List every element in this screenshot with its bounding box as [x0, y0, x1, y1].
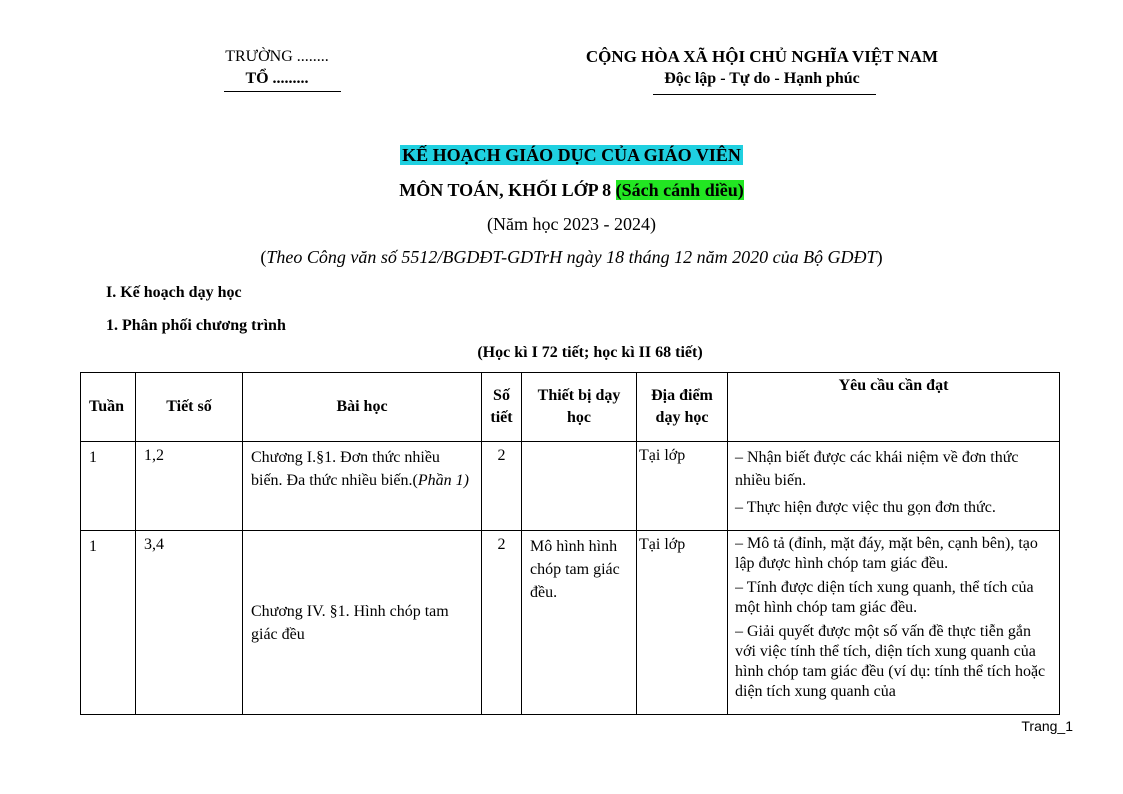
requirement-item: – Nhận biết được các khái niệm về đơn thức nhiều biến. — [735, 449, 1019, 489]
cell-week: 1 — [81, 531, 136, 715]
team-name: TỔ ......... — [245, 70, 309, 87]
cell-period: 3,4 — [136, 531, 243, 715]
subject-line — [0, 180, 1123, 201]
textbook-highlight: (Sách cánh diều) — [615, 180, 744, 200]
school-year: (Năm học 2023 - 2024) — [487, 214, 656, 234]
cell-equipment: Mô hình hình chóp tam giác đều. — [522, 531, 637, 715]
cell-equipment — [522, 442, 637, 531]
republic-name: CỘNG HÒA XÃ HỘI CHỦ NGHĨA VIỆT NAM — [585, 47, 939, 66]
table-row — [81, 531, 1060, 715]
header-requirements: Yêu cầu cần đạt — [728, 373, 1060, 442]
table-header-row — [81, 373, 1060, 442]
cell-count: 2 — [482, 442, 522, 531]
cell-location: Tại lớp — [637, 442, 728, 531]
header-equipment: Thiết bị dạy học — [522, 373, 637, 442]
cell-location: Tại lớp — [637, 531, 728, 715]
reference-line: (Theo Công văn số 5512/BGDĐT-GDTrH ngày 18 tháng 12 năm 2020 của Bộ GDĐT) — [260, 247, 883, 267]
semester-note: (Học kì I 72 tiết; học kì II 68 tiết) — [477, 344, 703, 361]
requirements-clip — [735, 534, 1051, 706]
reference-text: Theo Công văn số 5512/BGDĐT-GDTrH ngày 18 tháng 12 năm 2020 của Bộ GDĐT — [266, 247, 877, 267]
section-heading-distribution: 1. Phân phối chương trình — [106, 317, 286, 334]
table-row — [81, 442, 1060, 531]
header-week: Tuần — [81, 373, 136, 442]
header-lesson: Bài học — [243, 373, 482, 442]
national-header — [560, 46, 964, 90]
national-motto: Độc lập - Tự do - Hạnh phúc — [664, 70, 860, 87]
requirement-item: – Thực hiện được việc thu gọn đơn thức. — [735, 499, 996, 516]
cell-lesson: Chương I.§1. Đơn thức nhiều biến. Đa thức nhiều biến.(Phần 1) — [243, 442, 482, 531]
header-count: Số tiết — [482, 373, 522, 442]
cell-week: 1 — [81, 442, 136, 531]
section-heading-plan: I. Kế hoạch dạy học — [106, 284, 242, 301]
header-period: Tiết số — [136, 373, 243, 442]
requirement-item: – Tính được diện tích xung quanh, thể tích của một hình chóp tam giác đều. — [735, 579, 1034, 616]
school-header — [212, 46, 342, 90]
motto-underline — [653, 94, 876, 95]
cell-lesson: Chương IV. §1. Hình chóp tam giác đều — [243, 531, 482, 715]
cell-count: 2 — [482, 531, 522, 715]
requirement-item: – Giải quyết được một số vấn đề thực tiễn gắn với việc tính thể tích, diện tích xung quanh của hình chóp tam giác đều (ví dụ: tính thể tích hoặc diện tích xung quanh của — [735, 623, 1046, 700]
document-title — [0, 145, 1123, 166]
school-underline — [224, 91, 341, 92]
school-name: TRƯỜNG ........ — [225, 48, 329, 65]
requirement-item: – Mô tả (đỉnh, mặt đáy, mặt bên, cạnh bên), tạo lập được hình chóp tam giác đều. — [735, 535, 1038, 572]
cell-requirements — [728, 531, 1060, 715]
cell-requirements — [728, 442, 1060, 531]
subject-text: MÔN TOÁN, KHỐI LỚP 8 — [399, 180, 616, 200]
document-title-text: KẾ HOẠCH GIÁO DỤC CỦA GIÁO VIÊN — [402, 145, 741, 165]
page-number: Trang_1 — [1021, 718, 1073, 734]
cell-period: 1,2 — [136, 442, 243, 531]
curriculum-table — [80, 372, 1060, 715]
header-location: Địa điểm dạy học — [637, 373, 728, 442]
